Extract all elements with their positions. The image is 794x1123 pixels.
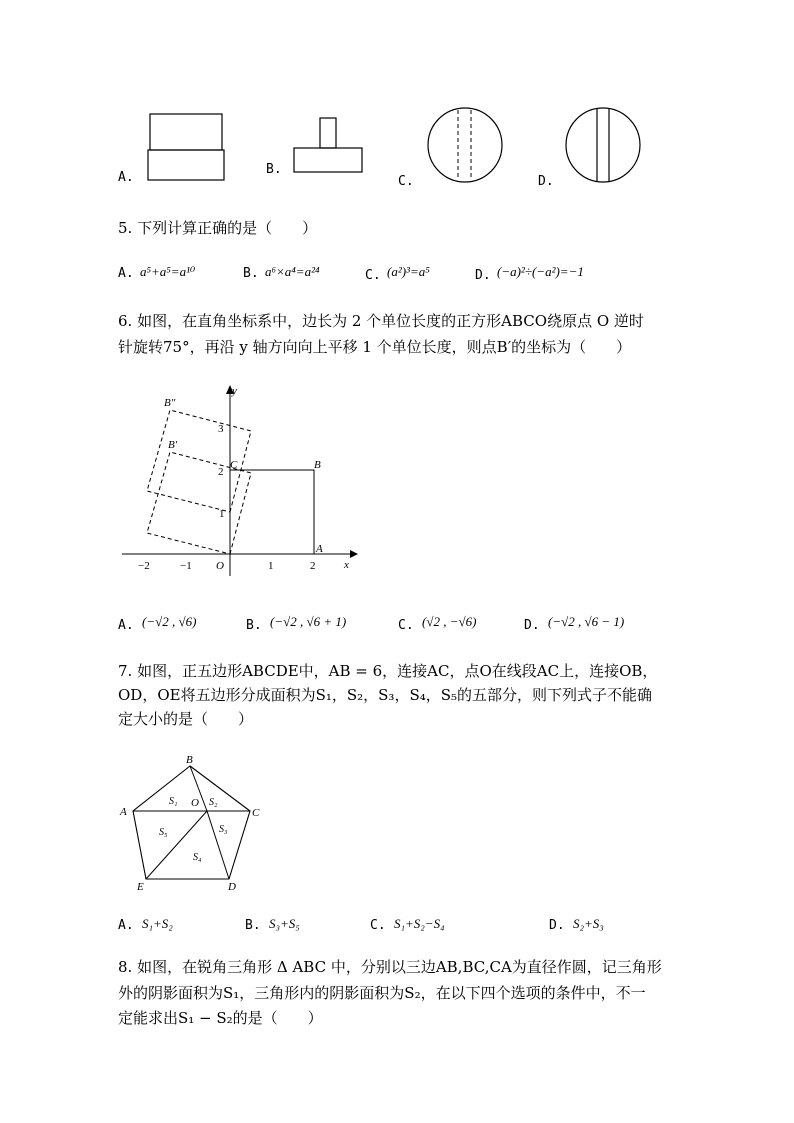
q4-figure-b (292, 116, 364, 176)
segment-od (207, 811, 229, 879)
region-s5: S₅ (159, 827, 168, 838)
q6-option-b-expr: (−√2 , √6 + 1) (270, 614, 347, 629)
q7-option-d-expr: S₂+S₃ (573, 916, 604, 931)
q8-stem-line2: 外的阴影面积为S₁，三角形内的阴影面积为S₂，在以下四个选项的条件中，不一 (118, 984, 646, 1002)
vertex-e: E (137, 881, 144, 892)
q5-option-c-expr: (a²)³=a⁵ (387, 264, 430, 279)
point-o: O (191, 797, 199, 809)
y-tick: 3 (218, 423, 224, 435)
vertex-d: D (228, 881, 236, 892)
q4-option-b-label: B. (266, 162, 282, 177)
q6-options (118, 612, 678, 636)
q5-stem: 5. 下列计算正确的是（ ） (118, 219, 318, 237)
region-s1: S₁ (169, 796, 178, 807)
q6-option-c-expr: (√2 , −√6) (422, 614, 477, 629)
q7-option-d-label: D. (549, 918, 565, 933)
q4-option-d-label: D. (538, 174, 554, 189)
region-s2: S₂ (209, 797, 218, 808)
q5-option-a-expr: a⁵+a⁵=a¹⁰ (140, 264, 196, 279)
q7-option-a-expr: S₁+S₂ (142, 916, 173, 931)
y-tick: 1 (219, 508, 225, 520)
q7-stem-line3: 定大小的是（ ） (118, 710, 254, 728)
y-tick: 2 (218, 466, 224, 478)
x-axis-arrow (350, 550, 358, 558)
q4-option-c-label: C. (398, 174, 414, 189)
q4-option-a-label: A. (118, 170, 134, 185)
q6-option-b-label: B. (246, 618, 262, 633)
y-axis-label: y (232, 385, 237, 397)
point-c: C (230, 459, 238, 471)
point-o: O (216, 560, 224, 572)
q6-option-a-expr: (−√2 , √6) (142, 614, 197, 629)
q8-stem-line1: 8. 如图，在锐角三角形 Δ ABC 中，分别以三边AB,BC,CA为直径作圆，记三角形 (118, 958, 662, 976)
q7-stem-line2: OD，OE将五边形分成面积为S₁，S₂，S₃，S₄，S₅的五部分，则下列式子不能确 (118, 686, 653, 704)
q5-option-d-label: D. (475, 268, 491, 283)
q6-option-c-label: C. (398, 618, 414, 633)
q7-option-b-label: B. (245, 918, 261, 933)
q7-option-a-label: A. (118, 918, 134, 933)
q6-stem-line1: 6. 如图，在直角坐标系中，边长为 2 个单位长度的正方形ABCO绕原点 O 逆时 (118, 312, 644, 330)
q5-option-c-label: C. (365, 268, 381, 283)
segment-oe (146, 811, 207, 879)
q6-figure (118, 380, 358, 580)
q4-figure-d (564, 106, 642, 184)
point-b-double-prime: B″ (164, 397, 176, 409)
x-tick: −2 (138, 560, 150, 572)
point-a: A (316, 543, 323, 555)
q4-options (110, 100, 670, 200)
q6-stem-line2: 针旋转75°，再沿 y 轴方向向上平移 1 个单位长度，则点B′的坐标为（ ） (118, 338, 632, 356)
q4-figure-c (426, 106, 504, 184)
q6-option-d-label: D. (524, 618, 540, 633)
vertex-c: C (252, 807, 260, 819)
q5-options (118, 262, 678, 284)
q5-option-b-expr: a⁶×a⁴=a²⁴ (265, 264, 320, 279)
q4-figure-a (145, 112, 225, 184)
q7-option-c-expr: S₁+S₂−S₄ (394, 916, 445, 931)
q7-stem-line1: 7. 如图，正五边形ABCDE中，AB = 6，连接AC，点O在线段AC上，连接OB， (118, 662, 658, 680)
q6-option-a-label: A. (118, 618, 134, 633)
q7-option-c-label: C. (370, 918, 386, 933)
x-tick: −1 (180, 560, 192, 572)
x-tick: 2 (310, 560, 316, 572)
q7-figure (115, 752, 275, 892)
vertex-b: B (186, 754, 193, 766)
q7-option-b-expr: S₃+S₅ (269, 916, 300, 931)
x-axis-label: x (344, 559, 349, 571)
pentagon-abcde (133, 766, 250, 879)
q6-option-d-expr: (−√2 , √6 − 1) (548, 614, 625, 629)
q5-option-a-label: A. (118, 266, 134, 281)
q7-options (118, 914, 678, 936)
point-b: B (314, 459, 321, 471)
x-tick: 1 (268, 560, 274, 572)
q5-option-b-label: B. (243, 266, 259, 281)
q8-stem-line3: 定能求出S₁ − S₂的是（ ） (118, 1009, 323, 1027)
region-s4: S₄ (193, 852, 202, 863)
region-s3: S₃ (219, 824, 228, 835)
point-b-prime: B′ (168, 439, 178, 451)
square-abco (230, 470, 314, 554)
vertex-a: A (120, 806, 127, 818)
q5-option-d-expr: (−a)²÷(−a²)=−1 (497, 264, 584, 279)
